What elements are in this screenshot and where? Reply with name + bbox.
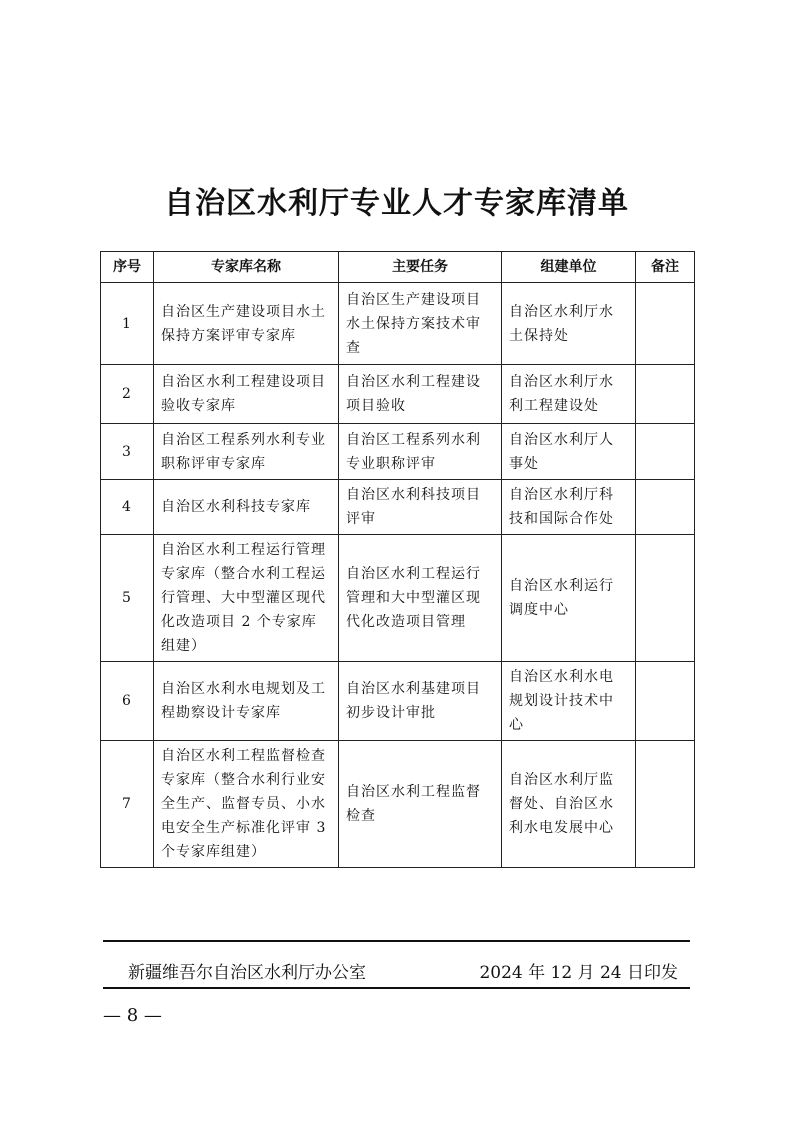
row-task: 自治区水利科技项目评审 — [339, 480, 502, 535]
row-name: 自治区水利工程建设项目验收专家库 — [154, 365, 339, 424]
row-index: 6 — [101, 662, 154, 741]
row-note — [636, 365, 695, 424]
row-index: 1 — [101, 283, 154, 365]
row-note — [636, 480, 695, 535]
table-row — [101, 662, 695, 741]
row-task: 自治区水利工程运行管理和大中型灌区现代化改造项目管理 — [339, 535, 502, 662]
page-number: — 8 — — [103, 1005, 162, 1026]
issuing-office: 新疆维吾尔自治区水利厅办公室 — [128, 963, 366, 983]
row-task: 自治区水利工程建设项目验收 — [339, 365, 502, 424]
row-task: 自治区水利工程监督检查 — [339, 741, 502, 868]
table-row — [101, 480, 695, 535]
header-unit: 组建单位 — [502, 252, 636, 283]
header-note: 备注 — [636, 252, 695, 283]
table-row — [101, 283, 695, 365]
row-task: 自治区生产建设项目水土保持方案技术审查 — [339, 283, 502, 365]
row-unit: 自治区水利厅科技和国际合作处 — [502, 480, 636, 535]
row-note — [636, 424, 695, 480]
header-name: 专家库名称 — [154, 252, 339, 283]
table-header-row — [101, 252, 695, 283]
row-unit: 自治区水利厅水土保持处 — [502, 283, 636, 365]
issue-date: 2024 年 12 月 24 日印发 — [479, 963, 678, 983]
row-index: 2 — [101, 365, 154, 424]
row-unit: 自治区水利运行调度中心 — [502, 535, 636, 662]
row-name: 自治区水利工程监督检查专家库（整合水利行业安全生产、监督专员、小水电安全生产标准化评审 3 个专家库组建） — [154, 741, 339, 868]
row-unit: 自治区水利厅监督处、自治区水利水电发展中心 — [502, 741, 636, 868]
row-note — [636, 535, 695, 662]
row-note — [636, 741, 695, 868]
row-name: 自治区水利工程运行管理专家库（整合水利工程运行管理、大中型灌区现代化改造项目 2 个专家库组建） — [154, 535, 339, 662]
row-index: 5 — [101, 535, 154, 662]
row-note — [636, 662, 695, 741]
row-unit: 自治区水利水电规划设计技术中心 — [502, 662, 636, 741]
row-index: 4 — [101, 480, 154, 535]
document-title: 自治区水利厅专业人才专家库清单 — [164, 186, 629, 221]
footer-top-rule — [103, 940, 690, 942]
row-index: 7 — [101, 741, 154, 868]
row-name: 自治区水利水电规划及工程勘察设计专家库 — [154, 662, 339, 741]
row-unit: 自治区水利厅人事处 — [502, 424, 636, 480]
footer-bottom-rule — [103, 987, 690, 989]
row-name: 自治区水利科技专家库 — [154, 480, 339, 535]
row-task: 自治区工程系列水利专业职称评审 — [339, 424, 502, 480]
table-row — [101, 424, 695, 480]
table-row — [101, 741, 695, 868]
row-name: 自治区工程系列水利专业职称评审专家库 — [154, 424, 339, 480]
row-note — [636, 283, 695, 365]
expert-roster-table — [100, 251, 695, 868]
row-task: 自治区水利基建项目初步设计审批 — [339, 662, 502, 741]
row-unit: 自治区水利厅水利工程建设处 — [502, 365, 636, 424]
header-task: 主要任务 — [339, 252, 502, 283]
row-index: 3 — [101, 424, 154, 480]
table-row — [101, 535, 695, 662]
row-name: 自治区生产建设项目水土保持方案评审专家库 — [154, 283, 339, 365]
header-index: 序号 — [101, 252, 154, 283]
table-row — [101, 365, 695, 424]
